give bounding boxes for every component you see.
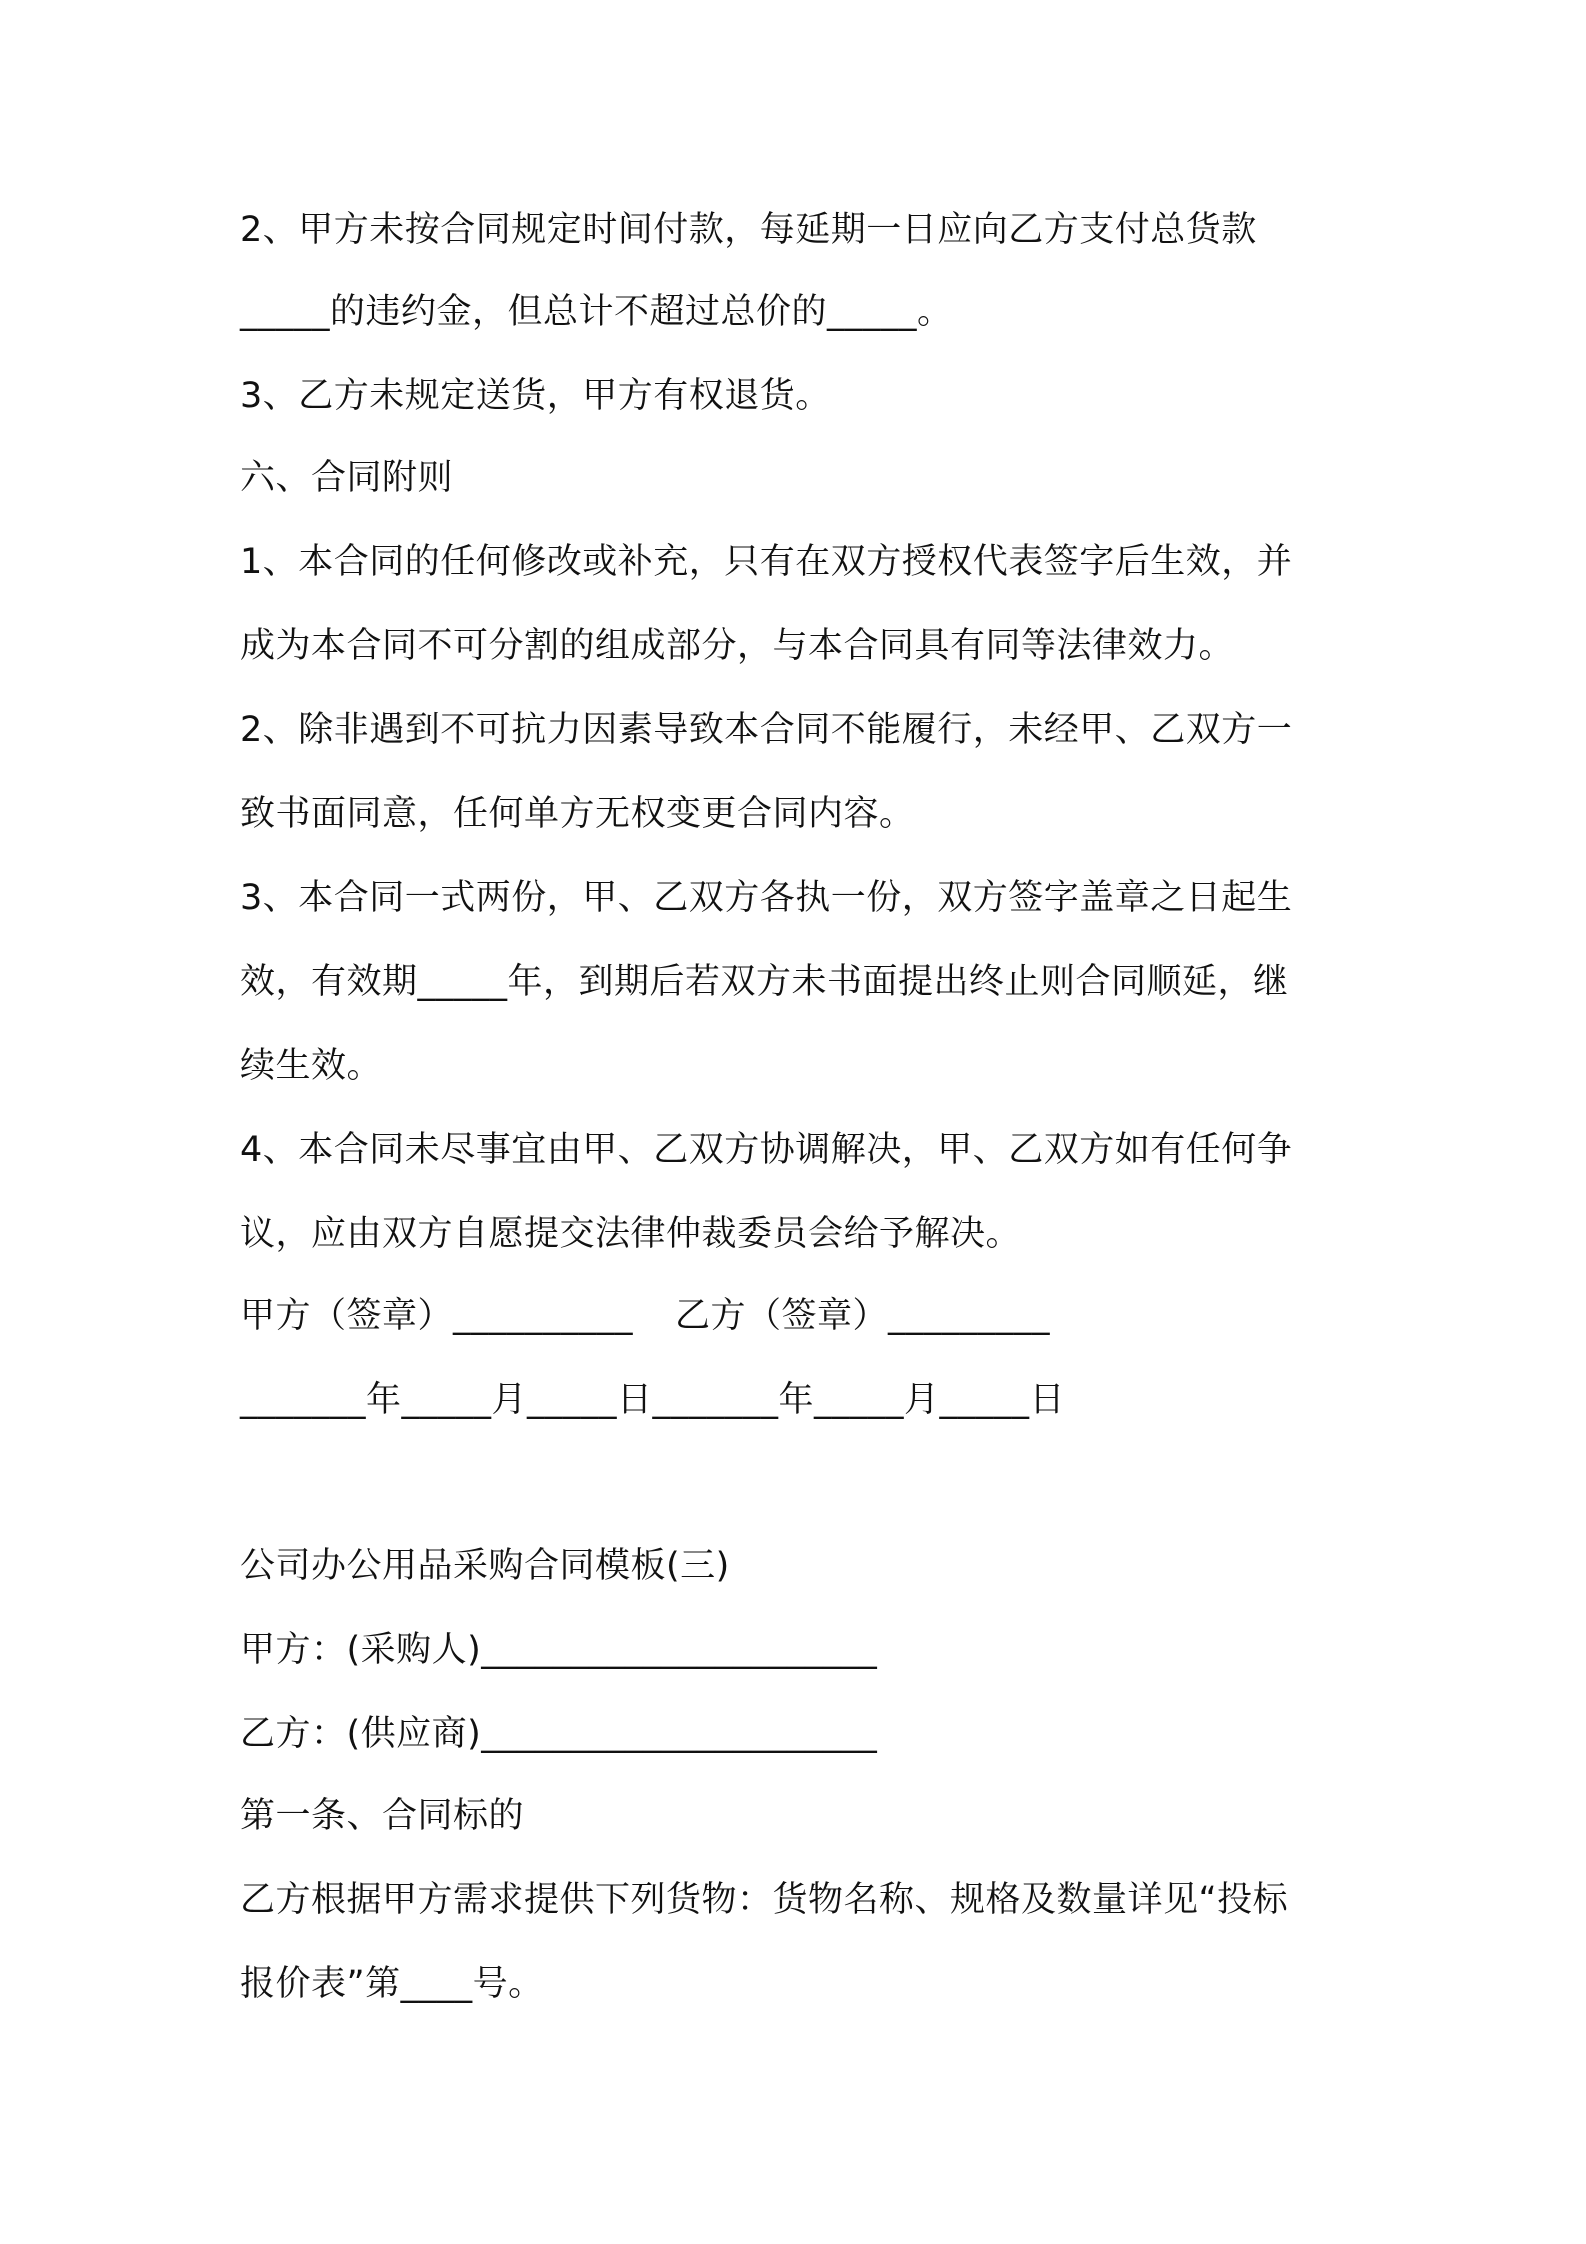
text-line: 议，应由双方自愿提交法律仲裁委员会给予解决。 [240,1214,1022,1254]
text-line: 4、本合同未尽事宜由甲、乙双方协调解决，甲、乙双方如有任何争 [240,1130,1293,1170]
text-line: _____的违约金，但总计不超过总价的_____。 [240,292,953,332]
party-a-signature: 甲方（签章）__________ [240,1296,634,1336]
text-line: 报价表”第____号。 [240,1964,544,2004]
text-line: 乙方根据甲方需求提供下列货物：货物名称、规格及数量详见“投标 [240,1880,1289,1920]
party-b-signature: 乙方（签章）_________ [675,1296,1051,1336]
text-line: 3、本合同一式两份，甲、乙双方各执一份，双方签字盖章之日起生 [240,878,1293,918]
signature-line [240,1292,1360,1340]
section-title: 公司办公用品采购合同模板(三) [240,1546,730,1586]
article-title: 第一条、合同标的 [240,1796,525,1836]
text-line: 3、乙方未规定送货，甲方有权退货。 [240,376,831,416]
party-a-line: 甲方：(采购人)______________________ [240,1630,878,1670]
text-line: 效，有效期_____年，到期后若双方未书面提出终止则合同顺延，继 [240,962,1289,1002]
text-line: 2、甲方未按合同规定时间付款，每延期一日应向乙方支付总货款 [240,210,1257,250]
date-line: _______年_____月_____日_______年_____月_____日 [240,1380,1066,1420]
text-line: 1、本合同的任何修改或补充，只有在双方授权代表签字后生效，并 [240,542,1293,582]
text-line: 续生效。 [240,1046,383,1086]
text-line: 2、除非遇到不可抗力因素导致本合同不能履行，未经甲、乙双方一 [240,710,1293,750]
text-line: 致书面同意，任何单方无权变更合同内容。 [240,794,915,834]
text-line: 成为本合同不可分割的组成部分，与本合同具有同等法律效力。 [240,626,1235,666]
section-heading: 六、合同附则 [240,458,454,498]
party-b-line: 乙方：(供应商)______________________ [240,1714,878,1754]
